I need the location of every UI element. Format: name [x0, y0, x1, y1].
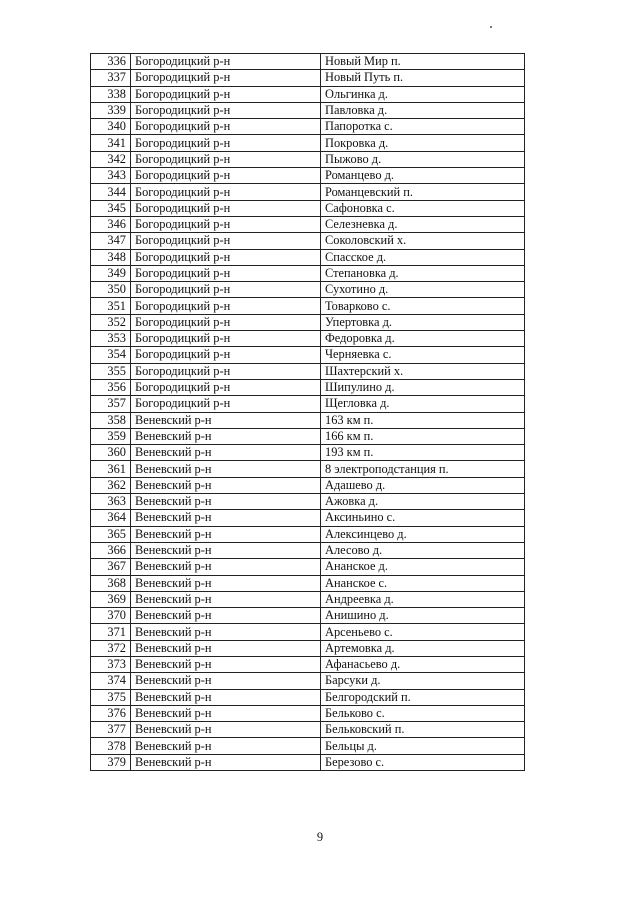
- settlement-cell: 193 км п.: [321, 445, 525, 461]
- table-row: [91, 298, 525, 314]
- settlement-cell: Афанасьево д.: [321, 656, 525, 672]
- table-row: [91, 673, 525, 689]
- table-row: [91, 151, 525, 167]
- table-row: [91, 624, 525, 640]
- table-row: [91, 347, 525, 363]
- row-number: 364: [91, 510, 131, 526]
- row-number: 376: [91, 705, 131, 721]
- settlement-cell: Сухотино д.: [321, 282, 525, 298]
- settlements-table: [90, 53, 525, 771]
- district-cell: Веневский р-н: [131, 428, 321, 444]
- row-number: 356: [91, 379, 131, 395]
- row-number: 366: [91, 542, 131, 558]
- settlement-cell: Березово с.: [321, 754, 525, 770]
- district-cell: Богородицкий р-н: [131, 379, 321, 395]
- row-number: 375: [91, 689, 131, 705]
- table-row: [91, 282, 525, 298]
- district-cell: Веневский р-н: [131, 494, 321, 510]
- table-row: [91, 722, 525, 738]
- row-number: 352: [91, 314, 131, 330]
- table-row: [91, 445, 525, 461]
- row-number: 338: [91, 86, 131, 102]
- table-row: [91, 591, 525, 607]
- district-cell: Веневский р-н: [131, 477, 321, 493]
- scan-speck: [490, 26, 492, 28]
- row-number: 347: [91, 233, 131, 249]
- row-number: 350: [91, 282, 131, 298]
- settlement-cell: Бельцы д.: [321, 738, 525, 754]
- settlement-cell: Товарково с.: [321, 298, 525, 314]
- row-number: 358: [91, 412, 131, 428]
- table-row: [91, 494, 525, 510]
- table-row: [91, 54, 525, 70]
- district-cell: Богородицкий р-н: [131, 168, 321, 184]
- row-number: 337: [91, 70, 131, 86]
- district-cell: Богородицкий р-н: [131, 86, 321, 102]
- settlement-cell: Ананское д.: [321, 559, 525, 575]
- settlement-cell: Арсеньево с.: [321, 624, 525, 640]
- row-number: 355: [91, 363, 131, 379]
- district-cell: Веневский р-н: [131, 640, 321, 656]
- row-number: 359: [91, 428, 131, 444]
- table-row: [91, 412, 525, 428]
- row-number: 372: [91, 640, 131, 656]
- district-cell: Богородицкий р-н: [131, 119, 321, 135]
- table-row: [91, 575, 525, 591]
- settlement-cell: Белгородский п.: [321, 689, 525, 705]
- table-row: [91, 102, 525, 118]
- settlements-table-body: [91, 54, 525, 771]
- settlement-cell: 166 км п.: [321, 428, 525, 444]
- table-row: [91, 559, 525, 575]
- district-cell: Веневский р-н: [131, 412, 321, 428]
- table-row: [91, 314, 525, 330]
- table-row: [91, 119, 525, 135]
- settlement-cell: Сафоновка с.: [321, 200, 525, 216]
- table-row: [91, 135, 525, 151]
- row-number: 339: [91, 102, 131, 118]
- district-cell: Веневский р-н: [131, 722, 321, 738]
- table-row: [91, 526, 525, 542]
- row-number: 353: [91, 331, 131, 347]
- table-row: [91, 754, 525, 770]
- settlement-cell: Андреевка д.: [321, 591, 525, 607]
- table-row: [91, 656, 525, 672]
- settlement-cell: Степановка д.: [321, 265, 525, 281]
- table-row: [91, 70, 525, 86]
- settlement-cell: Черняевка с.: [321, 347, 525, 363]
- settlement-cell: Федоровка д.: [321, 331, 525, 347]
- district-cell: Богородицкий р-н: [131, 200, 321, 216]
- row-number: 379: [91, 754, 131, 770]
- settlement-cell: Покровка д.: [321, 135, 525, 151]
- district-cell: Веневский р-н: [131, 461, 321, 477]
- row-number: 360: [91, 445, 131, 461]
- district-cell: Богородицкий р-н: [131, 265, 321, 281]
- settlement-cell: Новый Путь п.: [321, 70, 525, 86]
- district-cell: Веневский р-н: [131, 656, 321, 672]
- row-number: 336: [91, 54, 131, 70]
- settlement-cell: 8 электроподстанция п.: [321, 461, 525, 477]
- settlement-cell: Аксиньино с.: [321, 510, 525, 526]
- district-cell: Богородицкий р-н: [131, 102, 321, 118]
- table-row: [91, 510, 525, 526]
- row-number: 354: [91, 347, 131, 363]
- table-row: [91, 184, 525, 200]
- district-cell: Веневский р-н: [131, 754, 321, 770]
- settlement-cell: Шахтерский х.: [321, 363, 525, 379]
- row-number: 370: [91, 608, 131, 624]
- settlement-cell: Барсуки д.: [321, 673, 525, 689]
- row-number: 349: [91, 265, 131, 281]
- table-row: [91, 542, 525, 558]
- district-cell: Веневский р-н: [131, 705, 321, 721]
- district-cell: Богородицкий р-н: [131, 151, 321, 167]
- settlement-cell: Упертовка д.: [321, 314, 525, 330]
- settlement-cell: Павловка д.: [321, 102, 525, 118]
- table-row: [91, 608, 525, 624]
- district-cell: Богородицкий р-н: [131, 54, 321, 70]
- row-number: 367: [91, 559, 131, 575]
- row-number: 371: [91, 624, 131, 640]
- row-number: 342: [91, 151, 131, 167]
- row-number: 341: [91, 135, 131, 151]
- table-row: [91, 233, 525, 249]
- settlement-cell: Ольгинка д.: [321, 86, 525, 102]
- table-row: [91, 640, 525, 656]
- district-cell: Веневский р-н: [131, 673, 321, 689]
- table-row: [91, 738, 525, 754]
- district-cell: Богородицкий р-н: [131, 347, 321, 363]
- settlement-cell: Алесово д.: [321, 542, 525, 558]
- district-cell: Веневский р-н: [131, 526, 321, 542]
- district-cell: Богородицкий р-н: [131, 70, 321, 86]
- district-cell: Веневский р-н: [131, 445, 321, 461]
- settlement-cell: 163 км п.: [321, 412, 525, 428]
- settlement-cell: Адашево д.: [321, 477, 525, 493]
- district-cell: Богородицкий р-н: [131, 331, 321, 347]
- page-number: 9: [316, 830, 324, 844]
- row-number: 348: [91, 249, 131, 265]
- district-cell: Веневский р-н: [131, 689, 321, 705]
- table-row: [91, 200, 525, 216]
- table-row: [91, 689, 525, 705]
- table-row: [91, 396, 525, 412]
- row-number: 346: [91, 216, 131, 232]
- district-cell: Веневский р-н: [131, 608, 321, 624]
- settlement-cell: Селезневка д.: [321, 216, 525, 232]
- settlement-cell: Щегловка д.: [321, 396, 525, 412]
- row-number: 345: [91, 200, 131, 216]
- row-number: 369: [91, 591, 131, 607]
- district-cell: Веневский р-н: [131, 575, 321, 591]
- table-row: [91, 249, 525, 265]
- table-row: [91, 331, 525, 347]
- district-cell: Богородицкий р-н: [131, 363, 321, 379]
- table-row: [91, 86, 525, 102]
- row-number: 344: [91, 184, 131, 200]
- settlement-cell: Алексинцево д.: [321, 526, 525, 542]
- district-cell: Веневский р-н: [131, 510, 321, 526]
- row-number: 362: [91, 477, 131, 493]
- district-cell: Богородицкий р-н: [131, 298, 321, 314]
- row-number: 365: [91, 526, 131, 542]
- district-cell: Богородицкий р-н: [131, 135, 321, 151]
- row-number: 368: [91, 575, 131, 591]
- district-cell: Веневский р-н: [131, 591, 321, 607]
- settlement-cell: Анишино д.: [321, 608, 525, 624]
- district-cell: Богородицкий р-н: [131, 184, 321, 200]
- row-number: 343: [91, 168, 131, 184]
- district-cell: Богородицкий р-н: [131, 396, 321, 412]
- row-number: 351: [91, 298, 131, 314]
- settlement-cell: Ажовка д.: [321, 494, 525, 510]
- row-number: 340: [91, 119, 131, 135]
- district-cell: Богородицкий р-н: [131, 216, 321, 232]
- settlement-cell: Бельковский п.: [321, 722, 525, 738]
- settlement-cell: Артемовка д.: [321, 640, 525, 656]
- table-row: [91, 705, 525, 721]
- row-number: 374: [91, 673, 131, 689]
- table-row: [91, 477, 525, 493]
- table-row: [91, 168, 525, 184]
- settlement-cell: Бельково с.: [321, 705, 525, 721]
- district-cell: Богородицкий р-н: [131, 249, 321, 265]
- table-row: [91, 363, 525, 379]
- row-number: 357: [91, 396, 131, 412]
- district-cell: Богородицкий р-н: [131, 314, 321, 330]
- district-cell: Богородицкий р-н: [131, 233, 321, 249]
- settlement-cell: Спасское д.: [321, 249, 525, 265]
- table-row: [91, 461, 525, 477]
- table-row: [91, 428, 525, 444]
- settlement-cell: Соколовский х.: [321, 233, 525, 249]
- row-number: 377: [91, 722, 131, 738]
- settlement-cell: Шипулино д.: [321, 379, 525, 395]
- settlement-cell: Новый Мир п.: [321, 54, 525, 70]
- table-row: [91, 216, 525, 232]
- settlement-cell: Ананское с.: [321, 575, 525, 591]
- settlement-cell: Пыжово д.: [321, 151, 525, 167]
- row-number: 373: [91, 656, 131, 672]
- district-cell: Веневский р-н: [131, 542, 321, 558]
- settlement-cell: Романцево д.: [321, 168, 525, 184]
- table-row: [91, 265, 525, 281]
- row-number: 363: [91, 494, 131, 510]
- district-cell: Веневский р-н: [131, 738, 321, 754]
- row-number: 361: [91, 461, 131, 477]
- table-row: [91, 379, 525, 395]
- district-cell: Богородицкий р-н: [131, 282, 321, 298]
- settlement-cell: Романцевский п.: [321, 184, 525, 200]
- row-number: 378: [91, 738, 131, 754]
- district-cell: Веневский р-н: [131, 559, 321, 575]
- district-cell: Веневский р-н: [131, 624, 321, 640]
- settlement-cell: Папоротка с.: [321, 119, 525, 135]
